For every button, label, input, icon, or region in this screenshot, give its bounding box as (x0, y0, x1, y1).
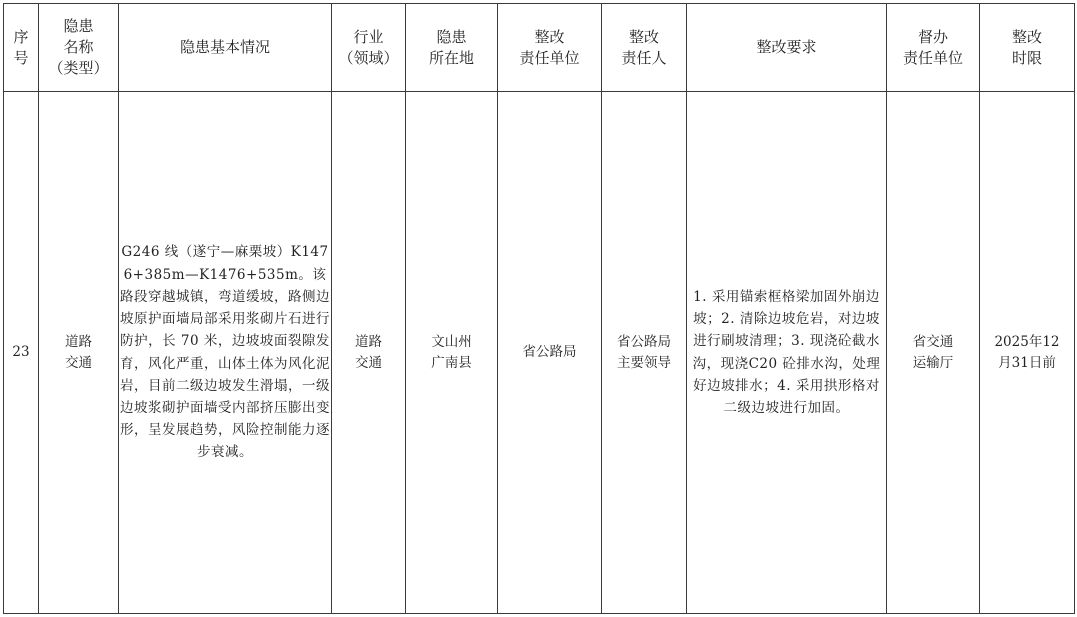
cell-responsible-person: 省公路局 主要领导 (602, 92, 687, 614)
cell-hazard-name: 道路 交通 (39, 92, 119, 614)
cell-requirements: 1. 采用锚索框格梁加固外崩边坡；2. 清除边坡危岩，对边坡进行刷坡清理；3. 现浇砼截水沟，现浇C20 砼排水沟，处理好边坡排水；4. 采用拱形格对二级边坡进行加固。 (687, 92, 887, 614)
header-industry: 行业 （领域） (332, 4, 406, 92)
header-situation: 隐患基本情况 (119, 4, 332, 92)
header-supervising-unit: 督办 责任单位 (887, 4, 980, 92)
cell-index: 23 (4, 92, 39, 614)
hazard-table (3, 3, 1075, 614)
header-responsible-person: 整改 责任人 (602, 4, 687, 92)
header-requirements: 整改要求 (687, 4, 887, 92)
cell-location: 文山州 广南县 (406, 92, 498, 614)
header-index: 序 号 (4, 4, 39, 92)
header-responsible-unit: 整改 责任单位 (498, 4, 602, 92)
cell-responsible-unit: 省公路局 (498, 92, 602, 614)
cell-industry: 道路 交通 (332, 92, 406, 614)
header-hazard-name: 隐患 名称 （类型） (39, 4, 119, 92)
cell-supervising-unit: 省交通 运输厅 (887, 92, 980, 614)
header-location: 隐患 所在地 (406, 4, 498, 92)
header-row (4, 4, 1075, 92)
table-row (4, 92, 1075, 614)
header-deadline: 整改 时限 (980, 4, 1075, 92)
cell-deadline: 2025年12 月31日前 (980, 92, 1075, 614)
cell-situation: G246 线（遂宁—麻栗坡）K1476+385m—K1476+535m。该路段穿越城镇，弯道缓坡，路侧边坡原护面墙局部采用浆砌片石进行防护，长 70 米，边坡坡面裂隙发育，风化严重，山体土体为风化泥岩，目前二级边坡发生滑塌，一级边坡浆砌护面墙受内部挤压膨出变形，呈发展趋势，风险控制能力逐步衰减。 (119, 92, 332, 614)
